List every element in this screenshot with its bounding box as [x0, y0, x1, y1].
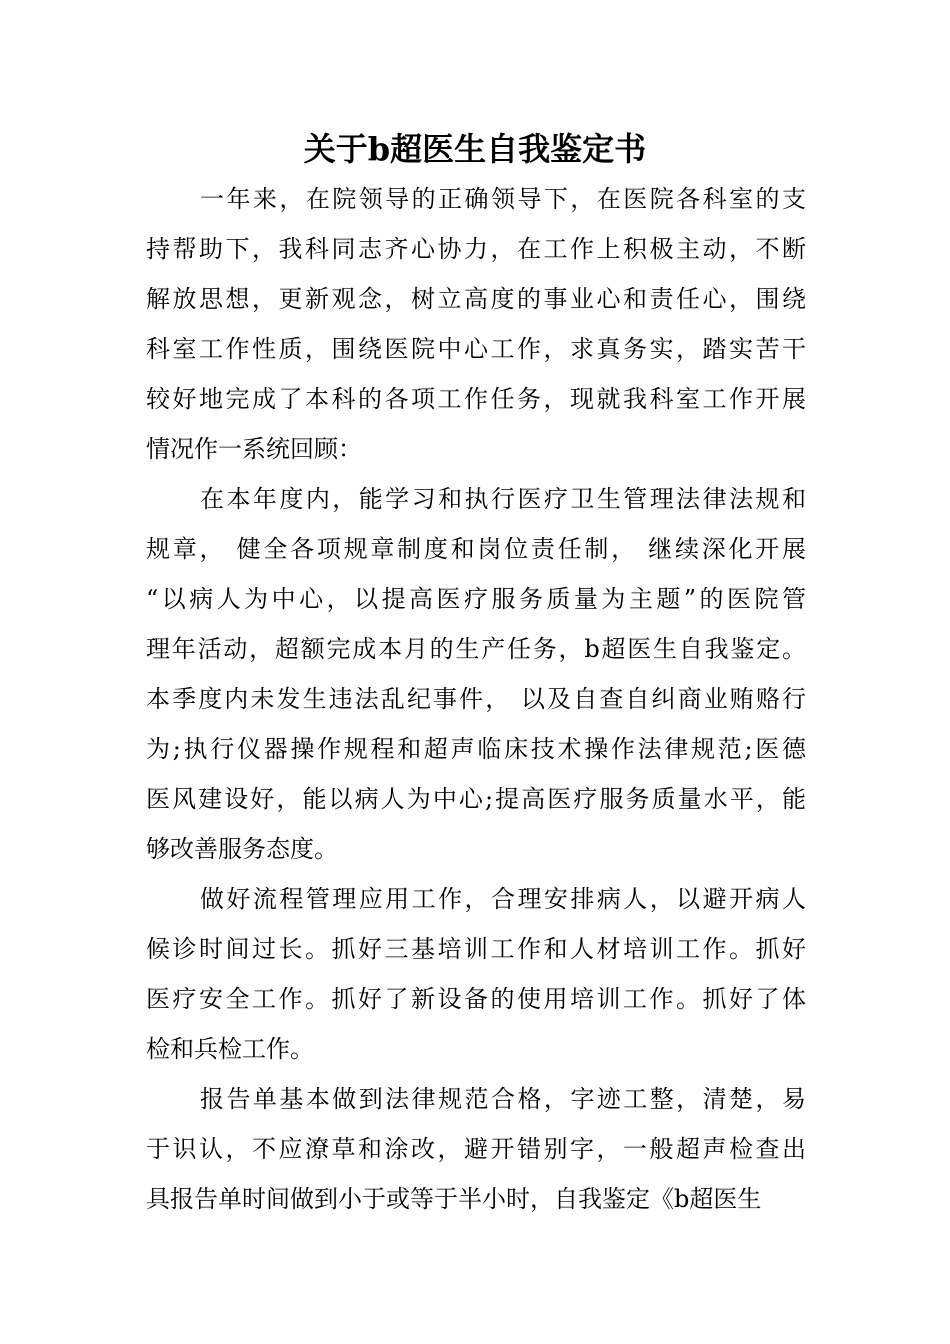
paragraph-line: 够改善服务态度。	[146, 835, 338, 863]
paragraph	[146, 174, 806, 474]
paragraph-line: 为;执行仪器操作规程和超声临床技术操作法律规范;医德	[146, 735, 806, 763]
paragraph-line: 较好地完成了本科的各项工作任务，现就我科室工作开展	[146, 385, 806, 413]
paragraph-line: 解放思想，更新观念，树立高度的事业心和责任心，围绕	[146, 285, 806, 313]
paragraph-line: 理年活动，超额完成本月的生产任务，b超医生自我鉴定。	[146, 635, 806, 663]
paragraph-line: 科室工作性质，围绕医院中心工作，求真务实，踏实苦干	[146, 335, 806, 363]
paragraph-line: 检和兵检工作。	[146, 1035, 314, 1063]
paragraph-line: 具报告单时间做到小于或等于半小时，自我鉴定《b超医生	[146, 1185, 762, 1213]
paragraph-line: 候诊时间过长。抓好三基培训工作和人材培训工作。抓好	[146, 935, 806, 963]
paragraph-line: 情况作一系统回顾：	[146, 435, 362, 463]
paragraph-line: 于识认，不应潦草和涂改，避开错别字，一般超声检查出	[146, 1135, 806, 1163]
paragraph-line: 在本年度内，能学习和执行医疗卫生管理法律法规和	[200, 485, 806, 513]
paragraph-line: 持帮助下，我科同志齐心协力，在工作上积极主动，不断	[146, 235, 806, 263]
paragraph-line: 医疗安全工作。抓好了新设备的使用培训工作。抓好了体	[146, 985, 806, 1013]
document-body	[146, 174, 806, 1224]
paragraph	[146, 474, 806, 874]
paragraph-line: 做好流程管理应用工作，合理安排病人，以避开病人	[200, 885, 806, 913]
document-title: 关于b超医生自我鉴定书	[303, 130, 647, 168]
paragraph-line: 报告单基本做到法律规范合格，字迹工整，清楚，易	[200, 1085, 806, 1113]
paragraph-line: 规章， 健全各项规章制度和岗位责任制， 继续深化开展	[146, 535, 806, 563]
paragraph-line: “以病人为中心，以提高医疗服务质量为主题”的医院管	[146, 585, 806, 613]
paragraph-line: 本季度内未发生违法乱纪事件， 以及自查自纠商业贿赂行	[146, 685, 806, 713]
paragraph-line: 医风建设好，能以病人为中心;提高医疗服务质量水平，能	[146, 785, 806, 813]
paragraph-line: 一年来，在院领导的正确领导下，在医院各科室的支	[200, 185, 806, 213]
paragraph	[146, 1074, 806, 1224]
paragraph	[146, 874, 806, 1074]
